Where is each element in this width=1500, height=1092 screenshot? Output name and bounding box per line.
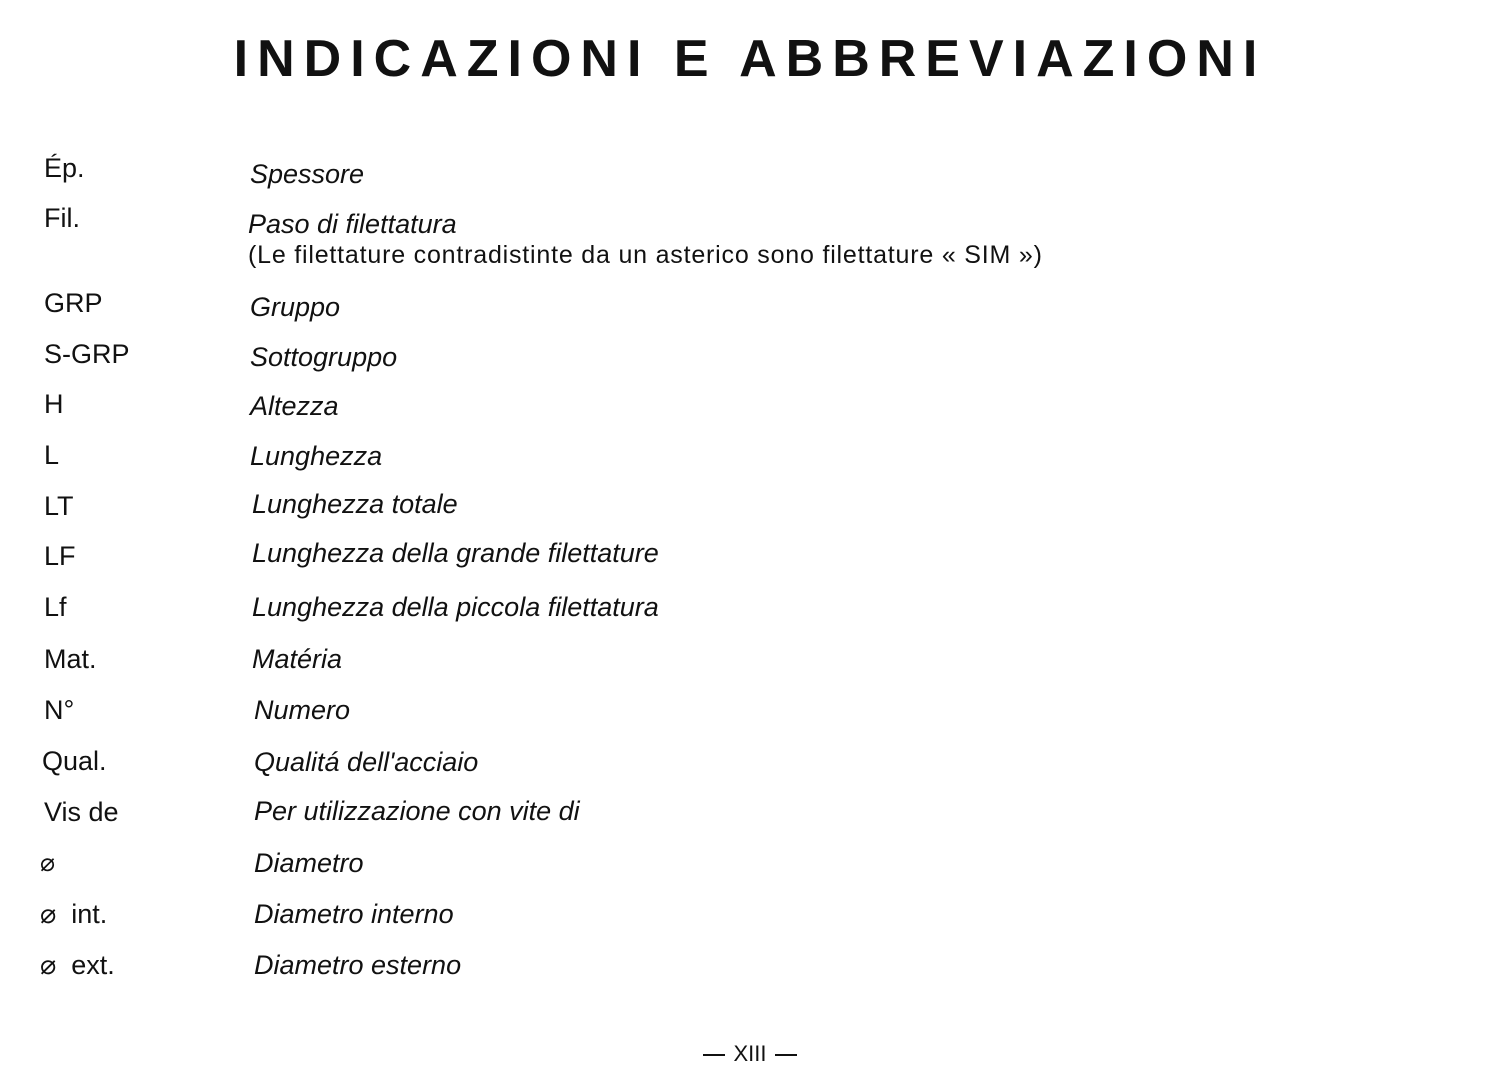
meaning: Diametro [254, 848, 364, 878]
abbreviation: Qual. [42, 746, 107, 776]
abbreviation: N° [44, 695, 75, 725]
abbreviation: ⌀ int. [40, 899, 108, 929]
note: (Le filettature contradistinte da un asterico sono filettature « SIM ») [248, 241, 1043, 269]
meaning: Diametro interno [254, 899, 454, 929]
meaning: Sottogruppo [250, 342, 398, 372]
abbreviation: ⌀ ext. [40, 950, 115, 980]
meaning: Gruppo [250, 292, 341, 322]
abbreviation: Ép. [44, 153, 85, 183]
meaning: Lunghezza totale [252, 489, 458, 519]
meaning: Altezza [250, 391, 339, 421]
meaning: Numero [254, 695, 351, 725]
page-number [0, 1040, 1500, 1068]
meaning: Spessore [250, 159, 365, 189]
abbreviation: L [44, 440, 60, 470]
dash-right [775, 1054, 797, 1056]
abbreviation: GRP [44, 288, 103, 318]
meaning: Paso di filettatura [248, 209, 457, 239]
abbreviation: LF [44, 541, 76, 571]
abbreviation: Mat. [44, 644, 97, 674]
meaning: Lunghezza [250, 441, 383, 471]
meaning: Per utilizzazione con vite di [254, 796, 580, 826]
abbreviation: H [44, 389, 64, 419]
abbreviation: ⌀ [40, 849, 56, 877]
meaning: Diametro esterno [254, 950, 462, 980]
meaning: Lunghezza della grande filettature [252, 538, 659, 568]
dash-left [703, 1054, 725, 1056]
abbreviation: LT [44, 491, 74, 521]
meaning: Matéria [252, 644, 343, 674]
page-number-text: XIII [733, 1041, 767, 1066]
abbreviation: Fil. [44, 203, 80, 233]
meaning: Qualitá dell'acciaio [254, 747, 479, 777]
abbreviation: S-GRP [44, 339, 130, 369]
meaning: Lunghezza della piccola filettatura [252, 592, 659, 622]
page-title: INDICAZIONI E ABBREVIAZIONI [233, 30, 1267, 88]
abbreviation: Vis de [44, 797, 119, 827]
abbreviation: Lf [44, 592, 67, 622]
